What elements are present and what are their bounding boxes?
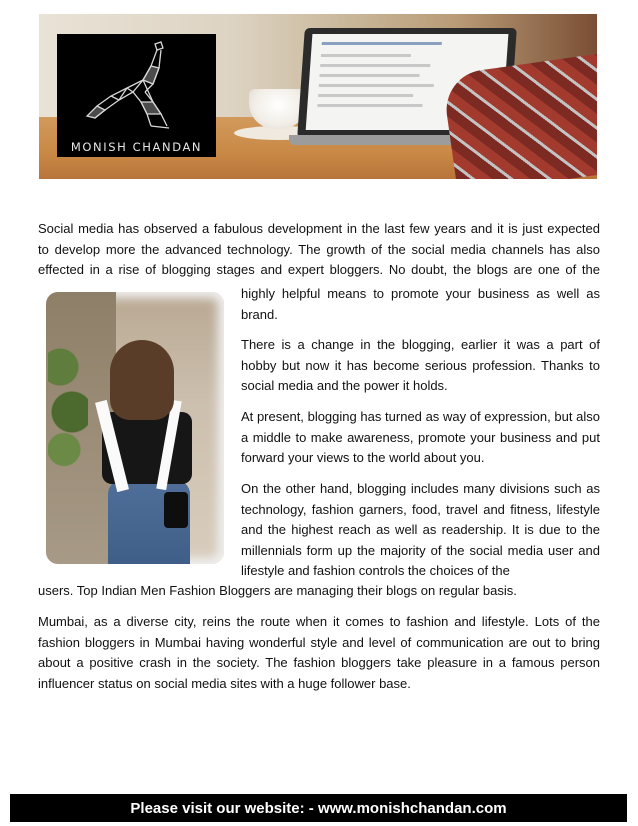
yoga-figure-icon [57,36,216,136]
paragraph-blogging-change: There is a change in the blogging, earlier it was a part of hobby but now it has become serious profession. Thanks to social media and the power it holds. [241,337,600,393]
paragraph-line: Social media has observed a fabulous development in the last few years and it is just expected [38,221,600,236]
photo-hair [110,340,174,420]
paragraph-intro-continued: highly helpful means to promote your business as well as brand. [241,286,600,322]
footer-bar [10,794,627,822]
monish-chandan-logo [57,34,216,157]
paragraph-line: to develop more the advanced technology. The growth of the social media channels has also [38,241,600,257]
paragraph-intro [38,219,600,281]
photo-bag [164,492,188,528]
footer-website-link[interactable]: Please visit our website: - www.monishchandan.com [130,799,507,817]
paragraph-blogging-expression: At present, blogging has turned as way of expression, but also a middle to make awareness, promote your business and put forward your views to the world about you. [241,409,600,465]
logo-wordmark: MONISH CHANDAN [70,140,203,154]
photo-plant [48,322,88,472]
fashion-blogger-photo [46,292,224,564]
paragraph-mumbai: Mumbai, as a diverse city, reins the route when it comes to fashion and lifestyle. Lots of the fashion bloggers in Mumbai having wonderful style and level of communication are out to bring about a positive crash in the society. The fashion bloggers take pleasure in a famous person influencer status on social media sites with a huge follower base. [38,614,600,691]
paragraph-blogging-divisions: On the other hand, blogging includes many divisions such as technology, fashion garners, food, travel and fitness, lifestyle and the highest reach as well as readership. It is due to the millennials form up the majority of the social media user and lifestyle and fashion controls the choices of the [241,481,600,578]
paragraph-line: effected in a rise of blogging stages and expert bloggers. No doubt, the blogs are one of the [38,262,600,277]
paragraph-blogging-divisions-tail: users. Top Indian Men Fashion Bloggers are managing their blogs on regular basis. [38,583,517,598]
